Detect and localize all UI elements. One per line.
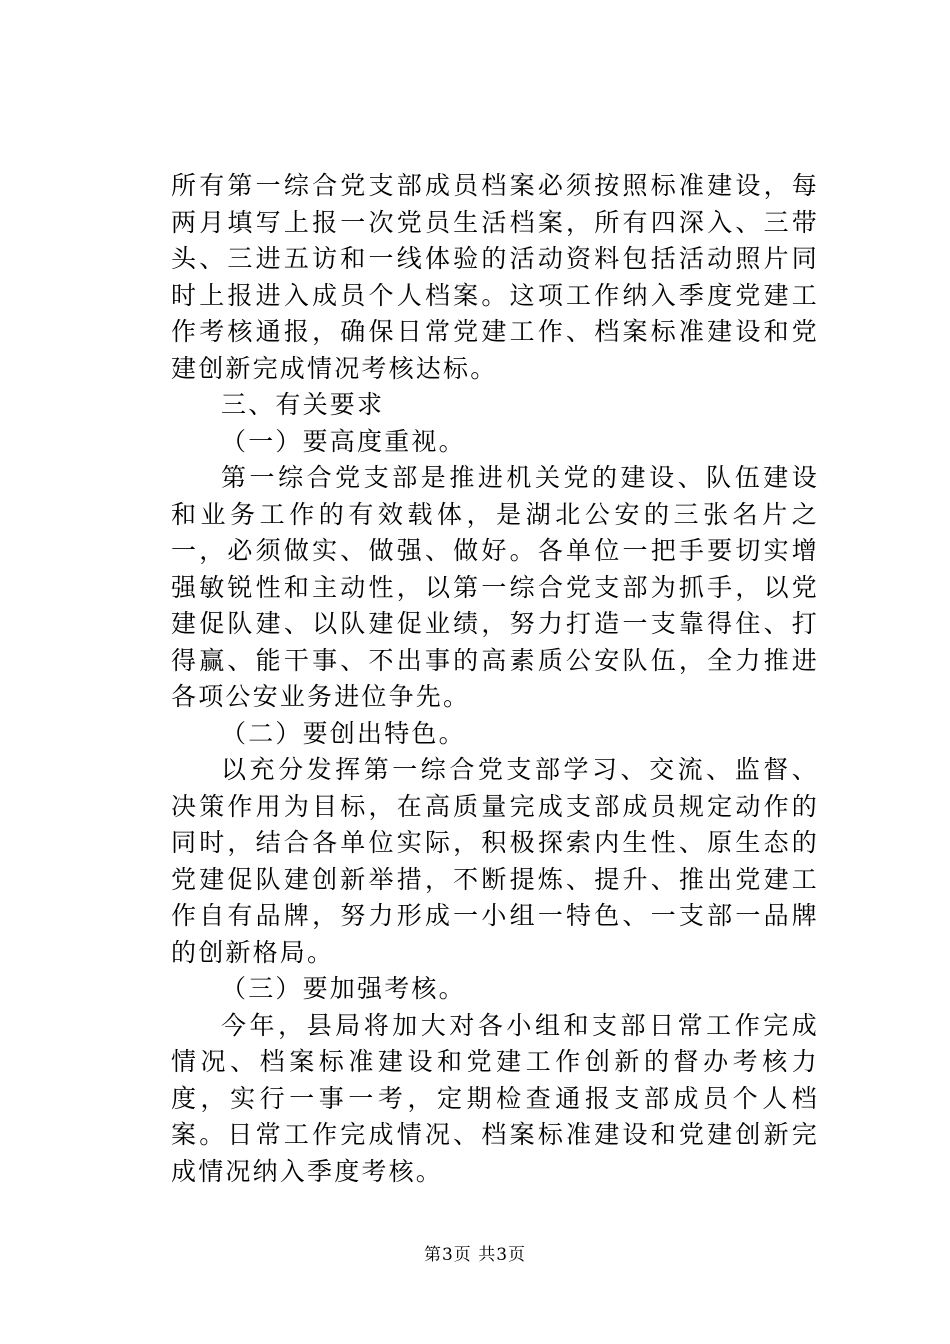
paragraph-create-features: 以充分发挥第一综合党支部学习、交流、监督、决策作用为目标，在高质量完成支部成员规定动作的同时，结合各单位实际，积极探索内生性、原生态的党建促队建创新举措，不断提炼、提升、推出党建工作自有品牌，努力形成一小组一特色、一支部一品牌的创新格局。: [171, 755, 819, 967]
page-number-footer: 第3页 共3页: [423, 1245, 527, 1265]
paragraph-strengthen-assessment: 今年，县局将加大对各小组和支部日常工作完成情况、档案标准建设和党建工作创新的督办考核力度，实行一事一考，定期检查通报支部成员个人档案。日常工作完成情况、档案标准建设和党建创新完成情况纳入季度考核。: [171, 1010, 819, 1186]
subheading-attach-importance: （一）要高度重视。: [221, 426, 466, 456]
document-body: [171, 168, 819, 1190]
paragraph-attach-importance: 第一综合党支部是推进机关党的建设、队伍建设和业务工作的有效载体，是湖北公安的三张名片之一，必须做实、做强、做好。各单位一把手要切实增强敏锐性和主动性，以第一综合党支部为抓手，以党建促队建、以队建促业绩，努力打造一支靠得住、打得赢、能干事、不出事的高素质公安队伍，全力推进各项公安业务进位争先。: [171, 463, 819, 711]
section-heading-requirements: 三、有关要求: [221, 390, 385, 419]
paragraph-archive-standards: 所有第一综合党支部成员档案必须按照标准建设，每两月填写上报一次党员生活档案，所有四深入、三带头、三进五访和一线体验的活动资料包括活动照片同时上报进入成员个人档案。这项工作纳入季度党建工作考核通报，确保日常党建工作、档案标准建设和党建创新完成情况考核达标。: [171, 171, 819, 383]
subheading-create-features: （二）要创出特色。: [221, 718, 466, 748]
subheading-strengthen-assessment: （三）要加强考核。: [221, 974, 466, 1003]
